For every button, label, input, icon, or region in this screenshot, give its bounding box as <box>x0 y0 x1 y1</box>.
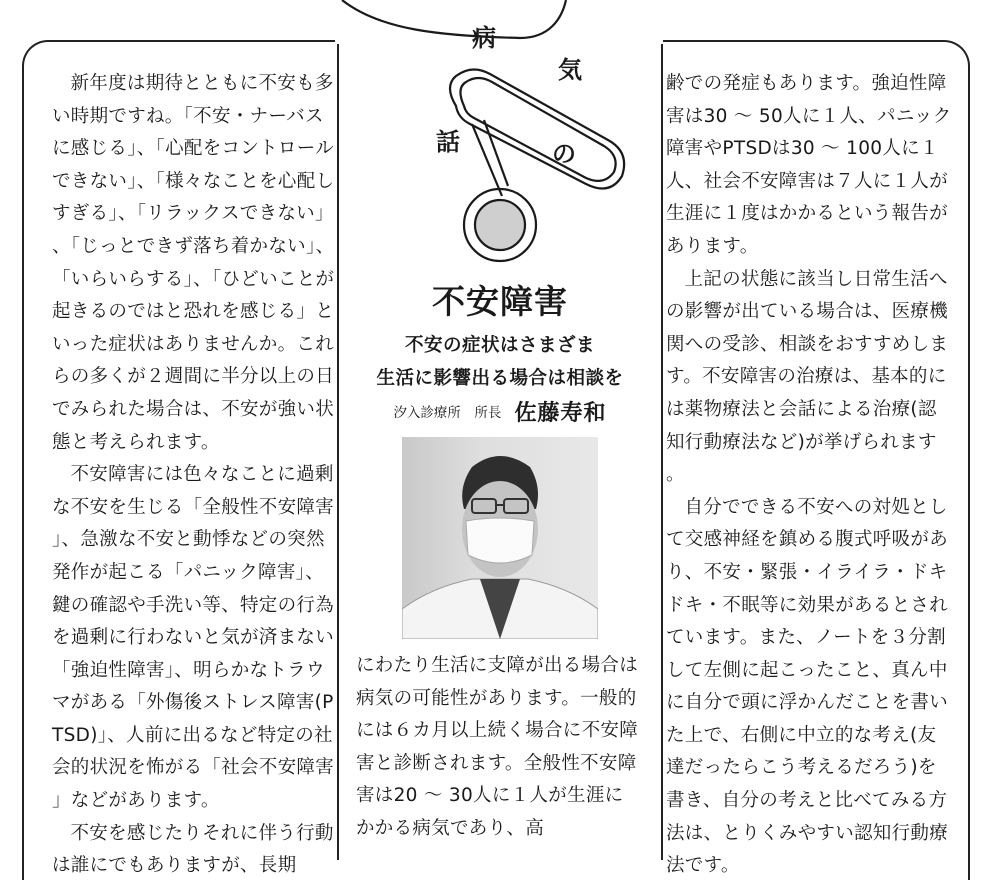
article-title: 不安障害 <box>432 282 568 321</box>
right-paragraph-3: 自分でできる不安への対処として交感神経を鎮める腹式呼吸があり、不安・緊張・イライラ・ドキドキ・不眠等に効果があるとされています。また、ノートを３分割して左側に起こったこと、真ん中に自分で頭に浮かんだことを書いた上で、右側に中立的な考え(友達だったらこう考えるだろう)を書き、自分の考えと比べてみる方法は、とりくみやすい認知行動療法です。 <box>666 496 949 877</box>
author-name: 佐藤寿和 <box>514 401 607 426</box>
middle-paragraph-1: にわたり生活に支障が出る場合は病気の可能性があります。一般的には６カ月以上続く場合に不安障害と診断されます。全般性不安障害は20 〜 30人に１人が生涯にかかる病気であり、高 <box>356 655 639 839</box>
left-paragraph-2: 不安障害には色々なことに過剰な不安を生じる「全般性不安障害」、急激な不安と動悸などの突然発作が起こる「パニック障害」、鍵の確認や手洗い等、特定の行為を過剰に行わないと気が済まない「強迫性障害」、明らかなトラウマがある「外傷後ストレス障害(PTSD)」、人前に出るなど特定の社会的状況を怖がる「社会不安障害」などがあります。 <box>52 464 335 812</box>
right-paragraph-1: 齢での発症もあります。強迫性障害は30 〜 50人に１人、パニック障害やPTSDは30 〜 100人に１人、社会不安障害は７人に１人が生涯に１度はかかるという報告があります。 <box>666 73 952 257</box>
logo-capsule-inner <box>460 78 615 181</box>
photo-mask <box>466 518 534 563</box>
series-char-3: の <box>552 140 576 168</box>
left-paragraph-3: 不安を感じたりそれに伴う行動は誰にでもありますが、長期 <box>52 822 334 877</box>
byline <box>350 396 650 427</box>
logo-disc-inner <box>475 200 525 250</box>
right-paragraph-2: 上記の状態に該当し日常生活への影響が出ている場合は、医療機関への受診、相談をおすすめします。不安障害の治療は、基本的には薬物療法と会話による治療(認知行動療法など)が挙げられます。 <box>666 268 949 486</box>
series-char-4: 話 <box>436 128 460 156</box>
series-char-1: 病 <box>472 24 496 52</box>
author-photo <box>402 437 598 639</box>
article-subtitle-1: 不安の症状はさまざま <box>404 335 595 356</box>
author-affiliation: 汐入診療所 所長 <box>393 405 502 421</box>
article-subtitle-2: 生活に影響出る場合は相談を <box>376 368 624 389</box>
logo-top-loop <box>342 0 566 38</box>
column-middle <box>356 650 642 846</box>
column-rule-right <box>661 44 663 860</box>
left-paragraph-1: 新年度は期待とともに不安も多い時期ですね。「不安・ナーバスに感じる」、「心配をコントロールできない」、「様々なことを心配しすぎる」、「リラックスできない」、「じっとできず落ち着かない」、「いらいらする」、「ひどいことが起きるのではと恐れを感じる」といった症状はありませんか。これらの多くが２週間に半分以上の日でみられた場合は、不安が強い状態と考えられます。 <box>52 73 335 453</box>
column-left <box>52 68 338 883</box>
series-char-2: 気 <box>558 56 582 84</box>
series-logo <box>340 0 660 270</box>
column-right <box>666 68 952 883</box>
logo-capsule-outer <box>450 69 624 188</box>
